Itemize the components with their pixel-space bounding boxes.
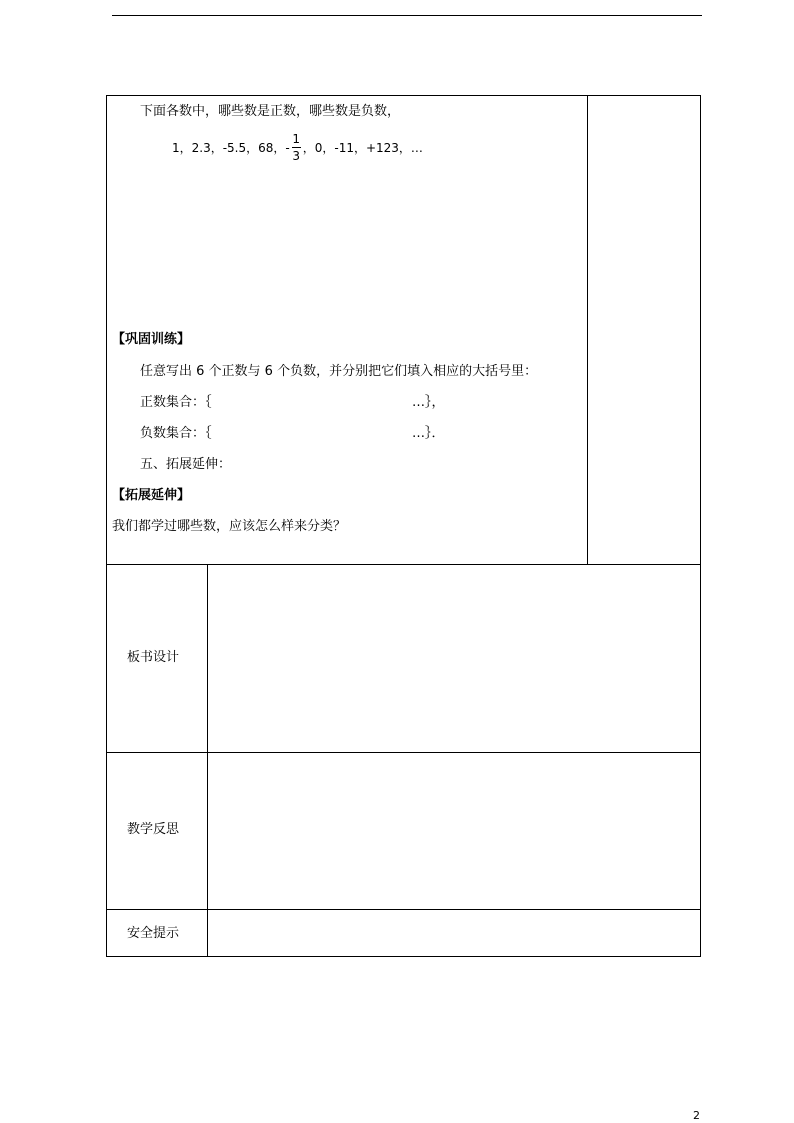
number-list <box>172 132 423 163</box>
section-five-title: 五、拓展延伸： <box>140 457 232 472</box>
negative-set-end: …｝． <box>412 426 445 441</box>
header-rule <box>112 15 702 16</box>
question-prompt: 下面各数中，哪些数是正数，哪些数是负数， <box>140 104 401 119</box>
row-divider-2 <box>106 752 701 753</box>
notes-column-divider <box>587 95 588 565</box>
page-number: 2 <box>693 1109 700 1122</box>
consolidation-heading: 【巩固训练】 <box>112 332 191 347</box>
positive-set-end: …｝， <box>412 395 445 410</box>
negative-set-label: 负数集合：｛ <box>140 426 212 441</box>
number-list-end: ，0，-11，+123，… <box>302 140 423 155</box>
row-divider-1 <box>106 564 701 565</box>
extension-heading: 【拓展延伸】 <box>112 488 191 503</box>
number-list-start: 1，2.3，-5.5，68，- <box>172 140 290 155</box>
fraction-bar <box>292 147 301 148</box>
extension-question: 我们都学过哪些数，应该怎么样来分类？ <box>112 519 347 534</box>
teaching-reflection-label: 教学反思 <box>127 822 180 837</box>
row-divider-3 <box>106 909 701 910</box>
safety-tips-label: 安全提示 <box>127 926 180 941</box>
board-design-label: 板书设计 <box>127 650 180 665</box>
fraction-one-third <box>292 132 301 163</box>
fraction-denominator: 3 <box>292 149 301 163</box>
consolidation-task: 任意写出 6 个正数与 6 个负数，并分别把它们填入相应的大括号里： <box>140 364 538 379</box>
label-column-divider <box>207 564 208 957</box>
fraction-numerator: 1 <box>292 132 301 146</box>
positive-set-label: 正数集合：｛ <box>140 395 212 410</box>
